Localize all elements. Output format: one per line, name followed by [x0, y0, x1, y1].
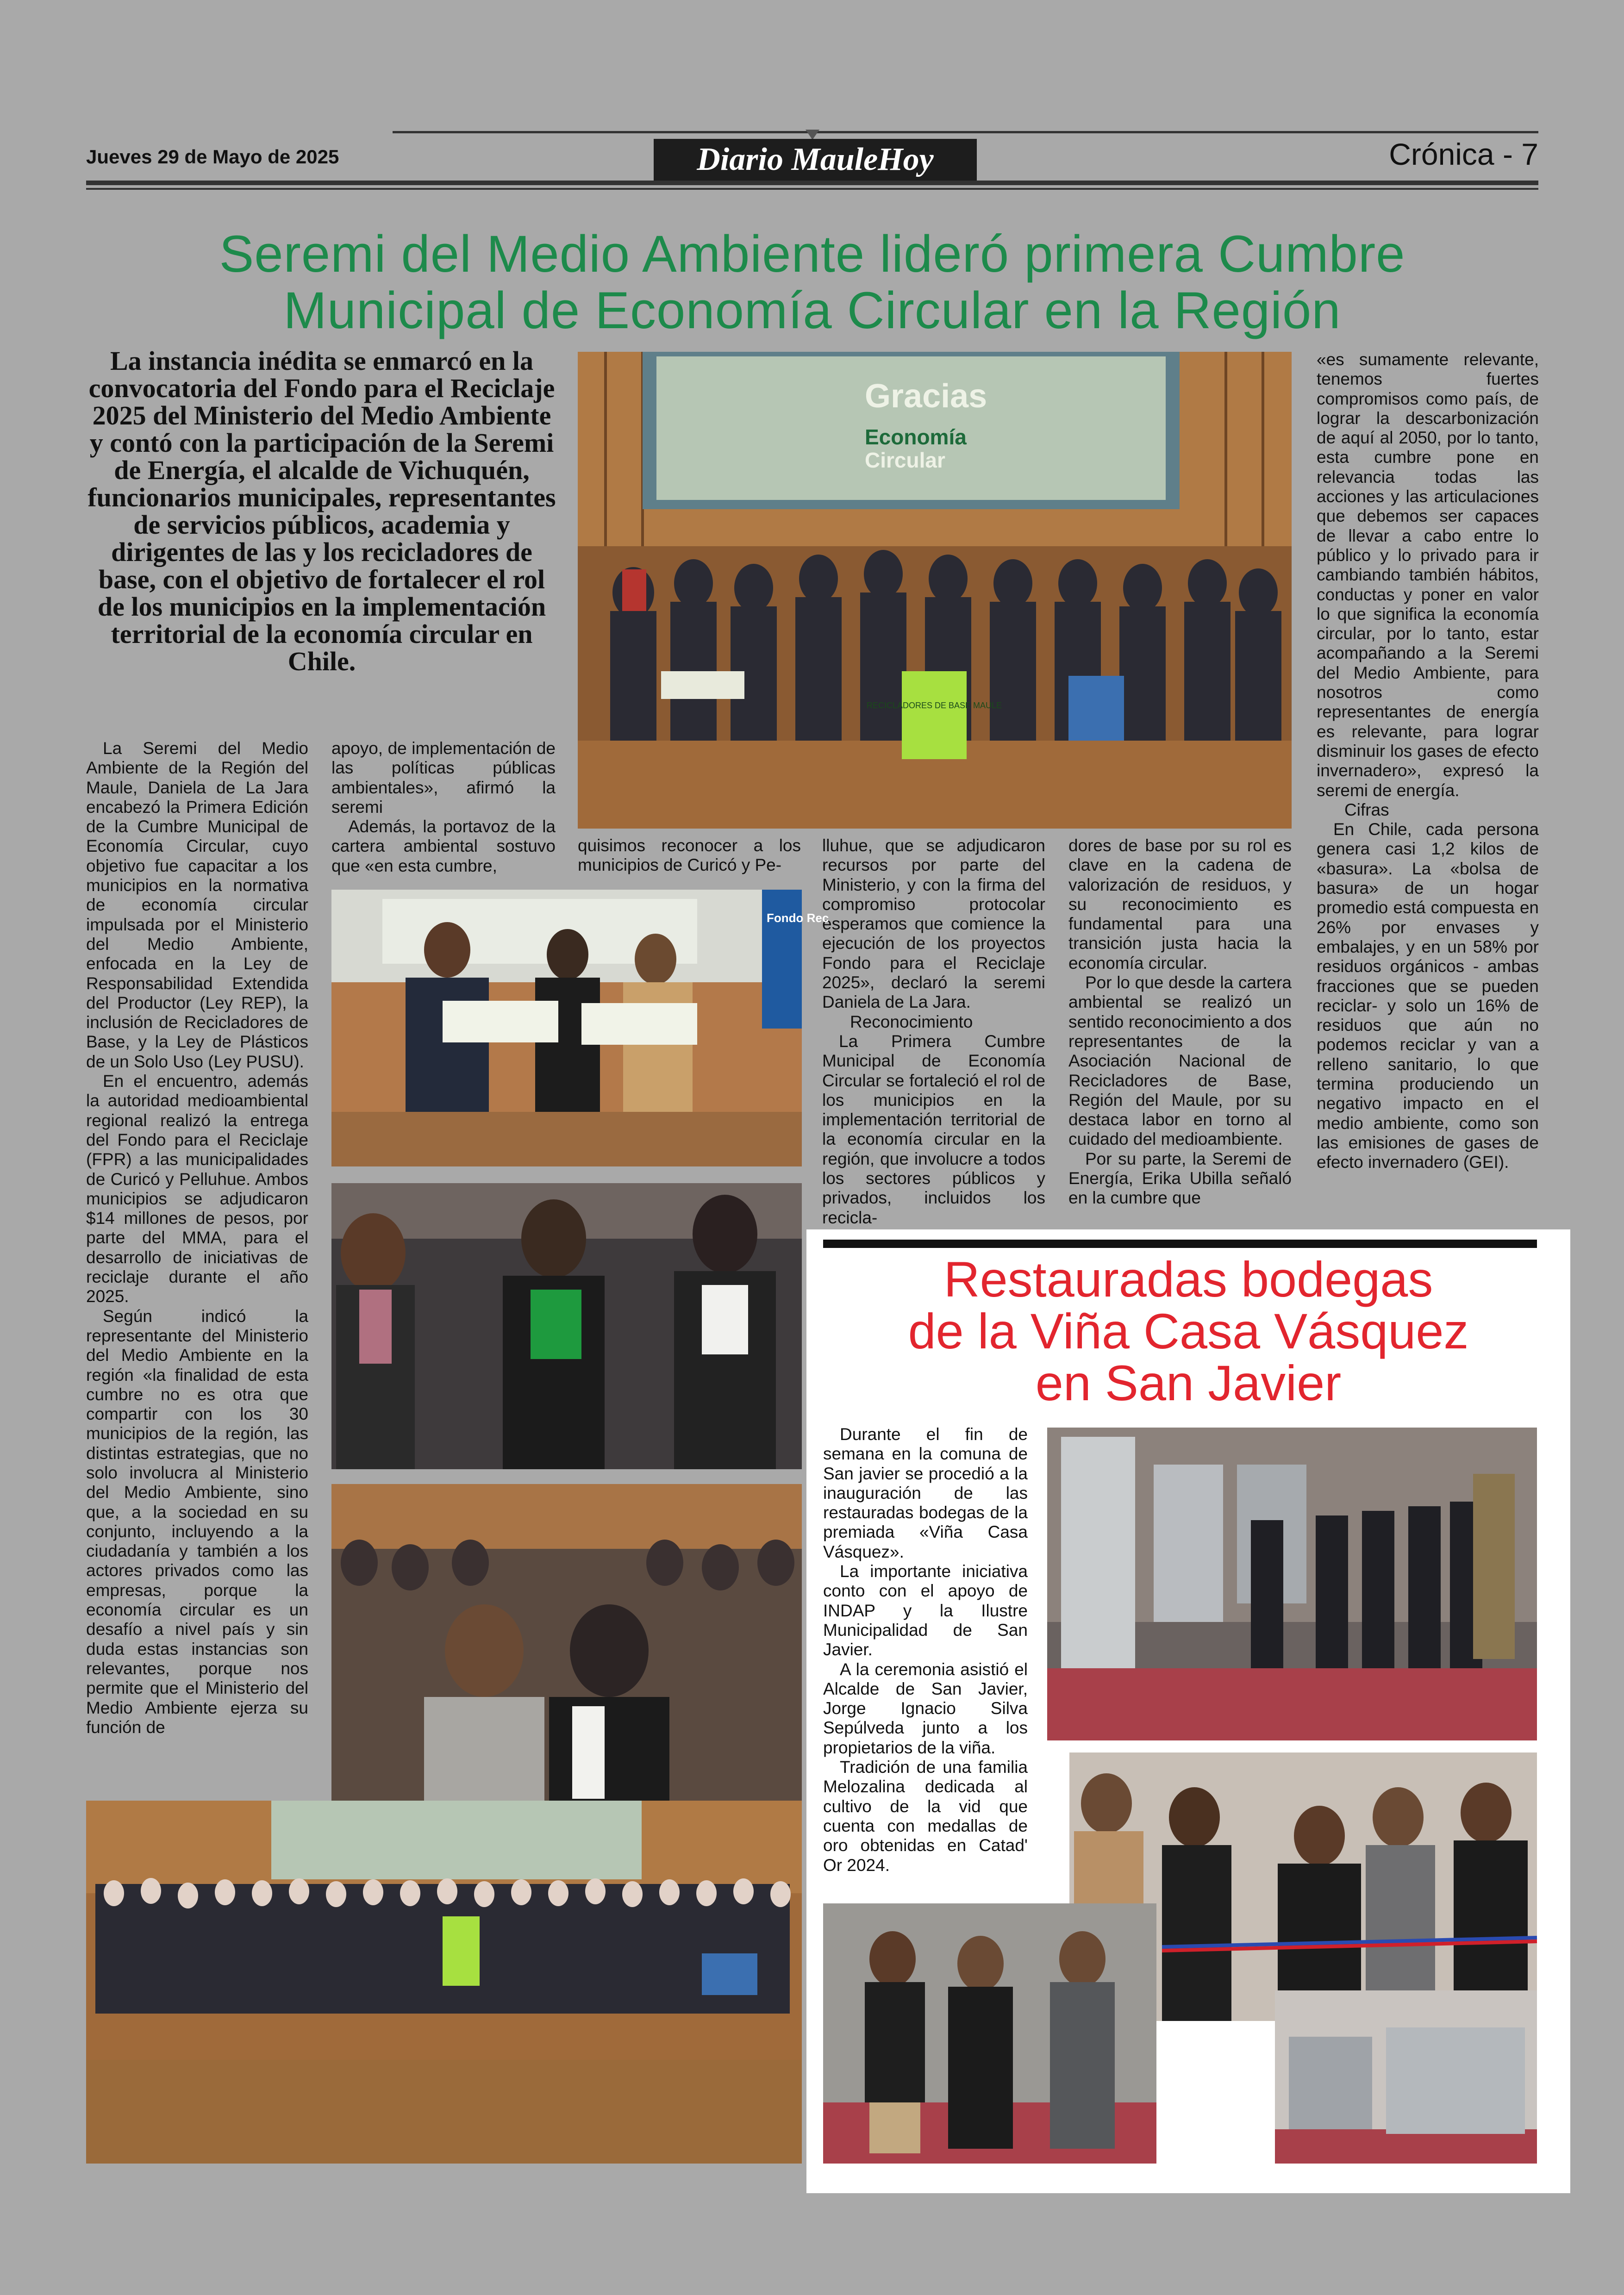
paragraph: lluhue, que se adjudicaron recursos por parte del Ministerio, y con la firma del compromiso protocolar esperamos que comience la ejecución de los proyectos Fondo para el Reciclaje 2025», declaró la seremi Daniela de La Jara.: [822, 836, 1045, 1012]
section-page-label: Crónica - 7: [1389, 137, 1538, 171]
masthead-notch: [806, 130, 819, 140]
paragraph: Por su parte, la Seremi de Energía, Erika Ubilla señaló en la cumbre que: [1068, 1149, 1292, 1208]
subhead-cifras: Cifras: [1344, 800, 1389, 819]
issue-date: Jueves 29 de Mayo de 2025: [86, 146, 339, 168]
photo-seated-audience: [331, 1183, 802, 1469]
paragraph: Según indicó la representante del Ministerio del Medio Ambiente en la región «la finalidad de esta cumbre no es otra que compartir con los 30 municipios de la región, las distintas estrategias, que no solo involucra al Ministerio del Medio Ambiente, sino que, a la sociedad en su conjunto, incluyendo a la ciudadanía y también a los actores privados como las empresas, porque la economía circular es un desafío a nivel país y sin duda estas instancias son relevantes, porque nos permite que el Ministerio del Medio Ambiente ejerza su función de: [86, 1306, 308, 1737]
paragraph: Por lo que desde la cartera ambiental se realizó un sentido reconocimiento a dos representantes de la Asociación Nacional de Recicladores de Base, Región del Maule, por su destaca labor en torno al cuidado del medioambiente.: [1068, 973, 1292, 1149]
article1-column-2: [331, 739, 556, 876]
article2-headline-line2: de la Viña Casa Vásquez: [908, 1303, 1469, 1359]
article1-headline-line1: Seremi del Medio Ambiente lideró primera Cumbre: [219, 225, 1405, 283]
article1-column-6: [1317, 350, 1539, 1172]
masthead-top-rule: [393, 131, 1538, 133]
photo-three-men: [823, 1903, 1156, 2164]
article2-headline: [806, 1251, 1570, 1411]
paragraph: La importante iniciativa conto con el apoyo de INDAP y la Ilustre Municipalidad de San Javier.: [823, 1562, 1028, 1659]
group-photo-main: [578, 352, 1292, 829]
article1-headline: [86, 226, 1538, 339]
paragraph: En el encuentro, además la autoridad medioambiental regional realizó la entrega del Fondo para el Reciclaje (FPR) a las municipalidades de Curicó y Pelluhue. Ambos municipios se adjudicaron $14 millones de pesos, por parte del MMA, para el desarrollo de iniciativas de reciclaje durante el año 2025.: [86, 1072, 308, 1306]
paragraph: dores de base por su rol es clave en la cadena de valorización de residuos, y su reconocimiento es fundamental para una transición justa hacia la economía circular.: [1068, 836, 1292, 973]
screen-text-economia: Economía: [865, 425, 967, 449]
paragraph: A la ceremonia asistió el Alcalde de San Javier, Jorge Ignacio Silva Sepúlveda junto a los propietarios de la viña.: [823, 1659, 1028, 1757]
paragraph: Además, la portavoz de la cartera ambiental sostuvo que «en esta cumbre,: [331, 817, 556, 875]
photo-check-presentation: [331, 890, 829, 1166]
article2-top-bar: [823, 1240, 1537, 1248]
paragraph: Tradición de una familia Melozalina dedicada al cultivo de la vid que cuenta con medallas de oro obtenidas en Catad' Or 2024.: [823, 1758, 1028, 1875]
shirt-text: RECICLADORES DE BASE MAULE: [866, 701, 1002, 710]
article1-column-1: [86, 739, 308, 1737]
paragraph: «es sumamente relevante, tenemos fuertes compromisos como país, de lograr la descarbonización de aquí al 2050, por lo tanto, esta cumbre pone en relevancia todas las acciones y las articulaciones que debemos ser capaces de llevar a cabo entre lo público y lo privado para ir cambiando también hábitos, conductas y poner en valor lo que significa la economía circular, por lo tanto, estar acompañando a la Seremi del Medio Ambiente, para nosotros como representantes de energía es relevante, para lograr disminuir los gases de efecto invernadero», expresó la seremi de energía.: [1317, 350, 1539, 800]
paragraph: apoyo, de implementación de las políticas públicas ambientales», afirmó la seremi: [331, 739, 556, 817]
photo-bottling-machinery: [1275, 1990, 1537, 2164]
photo-audience-pair: [331, 1484, 802, 1830]
paragraph: Durante el fin de semana en la comuna de San javier se procedió a la inauguración de las restauradas bodegas de la premiada «Viña Casa Vásquez».: [823, 1425, 1028, 1561]
subhead-reconocimiento: Reconocimiento: [850, 1012, 973, 1031]
screen-text-circular: Circular: [865, 448, 945, 472]
masthead-rule: [86, 181, 1538, 185]
article2-headline-line3: en San Javier: [1035, 1355, 1342, 1411]
paragraph: La Seremi del Medio Ambiente de la Región del Maule, Daniela de La Jara encabezó la Primera Edición de la Cumbre Municipal de Economía Circular, cuyo objetivo fue capacitar a los municipios en la normativa de economía circular impulsada por el Ministerio del Medio Ambiente, enfocada en la Ley de Responsabilidad Extendida del Productor (Ley REP), la inclusión de Recicladores de Base, y la Ley de Plásticos de un Solo Uso (Ley PUSU).: [86, 739, 308, 1071]
newspaper-logo: Diario MauleHoy: [654, 139, 977, 181]
masthead-rule-thin: [86, 188, 1538, 190]
article1-headline-line2: Municipal de Economía Circular en la Región: [283, 281, 1341, 339]
article1-column-3: quisimos reconocer a los municipios de Curicó y Pe-: [578, 836, 801, 875]
article1-lead: La instancia inédita se enmarcó en la convocatoria del Fondo para el Reciclaje 2025 del Ministerio del Medio Ambiente y contó con la participación de la Seremi de Energía, el alcalde de Vichuquén, funcionarios municipales, representantes de servicios públicos, academia y dirigentes de las y los recicladores de base, con el objetivo de fortalecer el rol de los municipios en la implementación territorial de la economía circular en Chile.: [87, 346, 556, 676]
paragraph: En Chile, cada persona genera casi 1,2 kilos de «basura». La «bolsa de basura» de un hogar promedio está compuesta en 26% por envases y embalajes, y en un 58% por residuos orgánicos - ambas fracciones que se pueden reciclar- y solo un 16% de residuos que aún no podemos reciclar y van a relleno sanitario, lo que termina produciendo un negativo impacto en el medio ambiente, como son las emisiones de gases de efecto invernadero (GEI).: [1317, 820, 1539, 1172]
article2-headline-line1: Restauradas bodegas: [943, 1251, 1433, 1307]
article2-body: [823, 1425, 1028, 1875]
screen-text-gracias: Gracias: [865, 378, 987, 415]
article1-column-5: [1068, 836, 1292, 1208]
article1-column-4: [822, 836, 1045, 1228]
group-photo-bottom: [86, 1801, 802, 2164]
paragraph: La Primera Cumbre Municipal de Economía Circular se fortaleció el rol de los municipios en la implementación territorial de la economía circular en la región, que involucre a todos los sectores públicos y privados, incluidos los recicla-: [822, 1031, 1045, 1227]
banner-text: Fondo Rec: [767, 911, 829, 925]
photo-winery-tanks: [1047, 1428, 1537, 1740]
